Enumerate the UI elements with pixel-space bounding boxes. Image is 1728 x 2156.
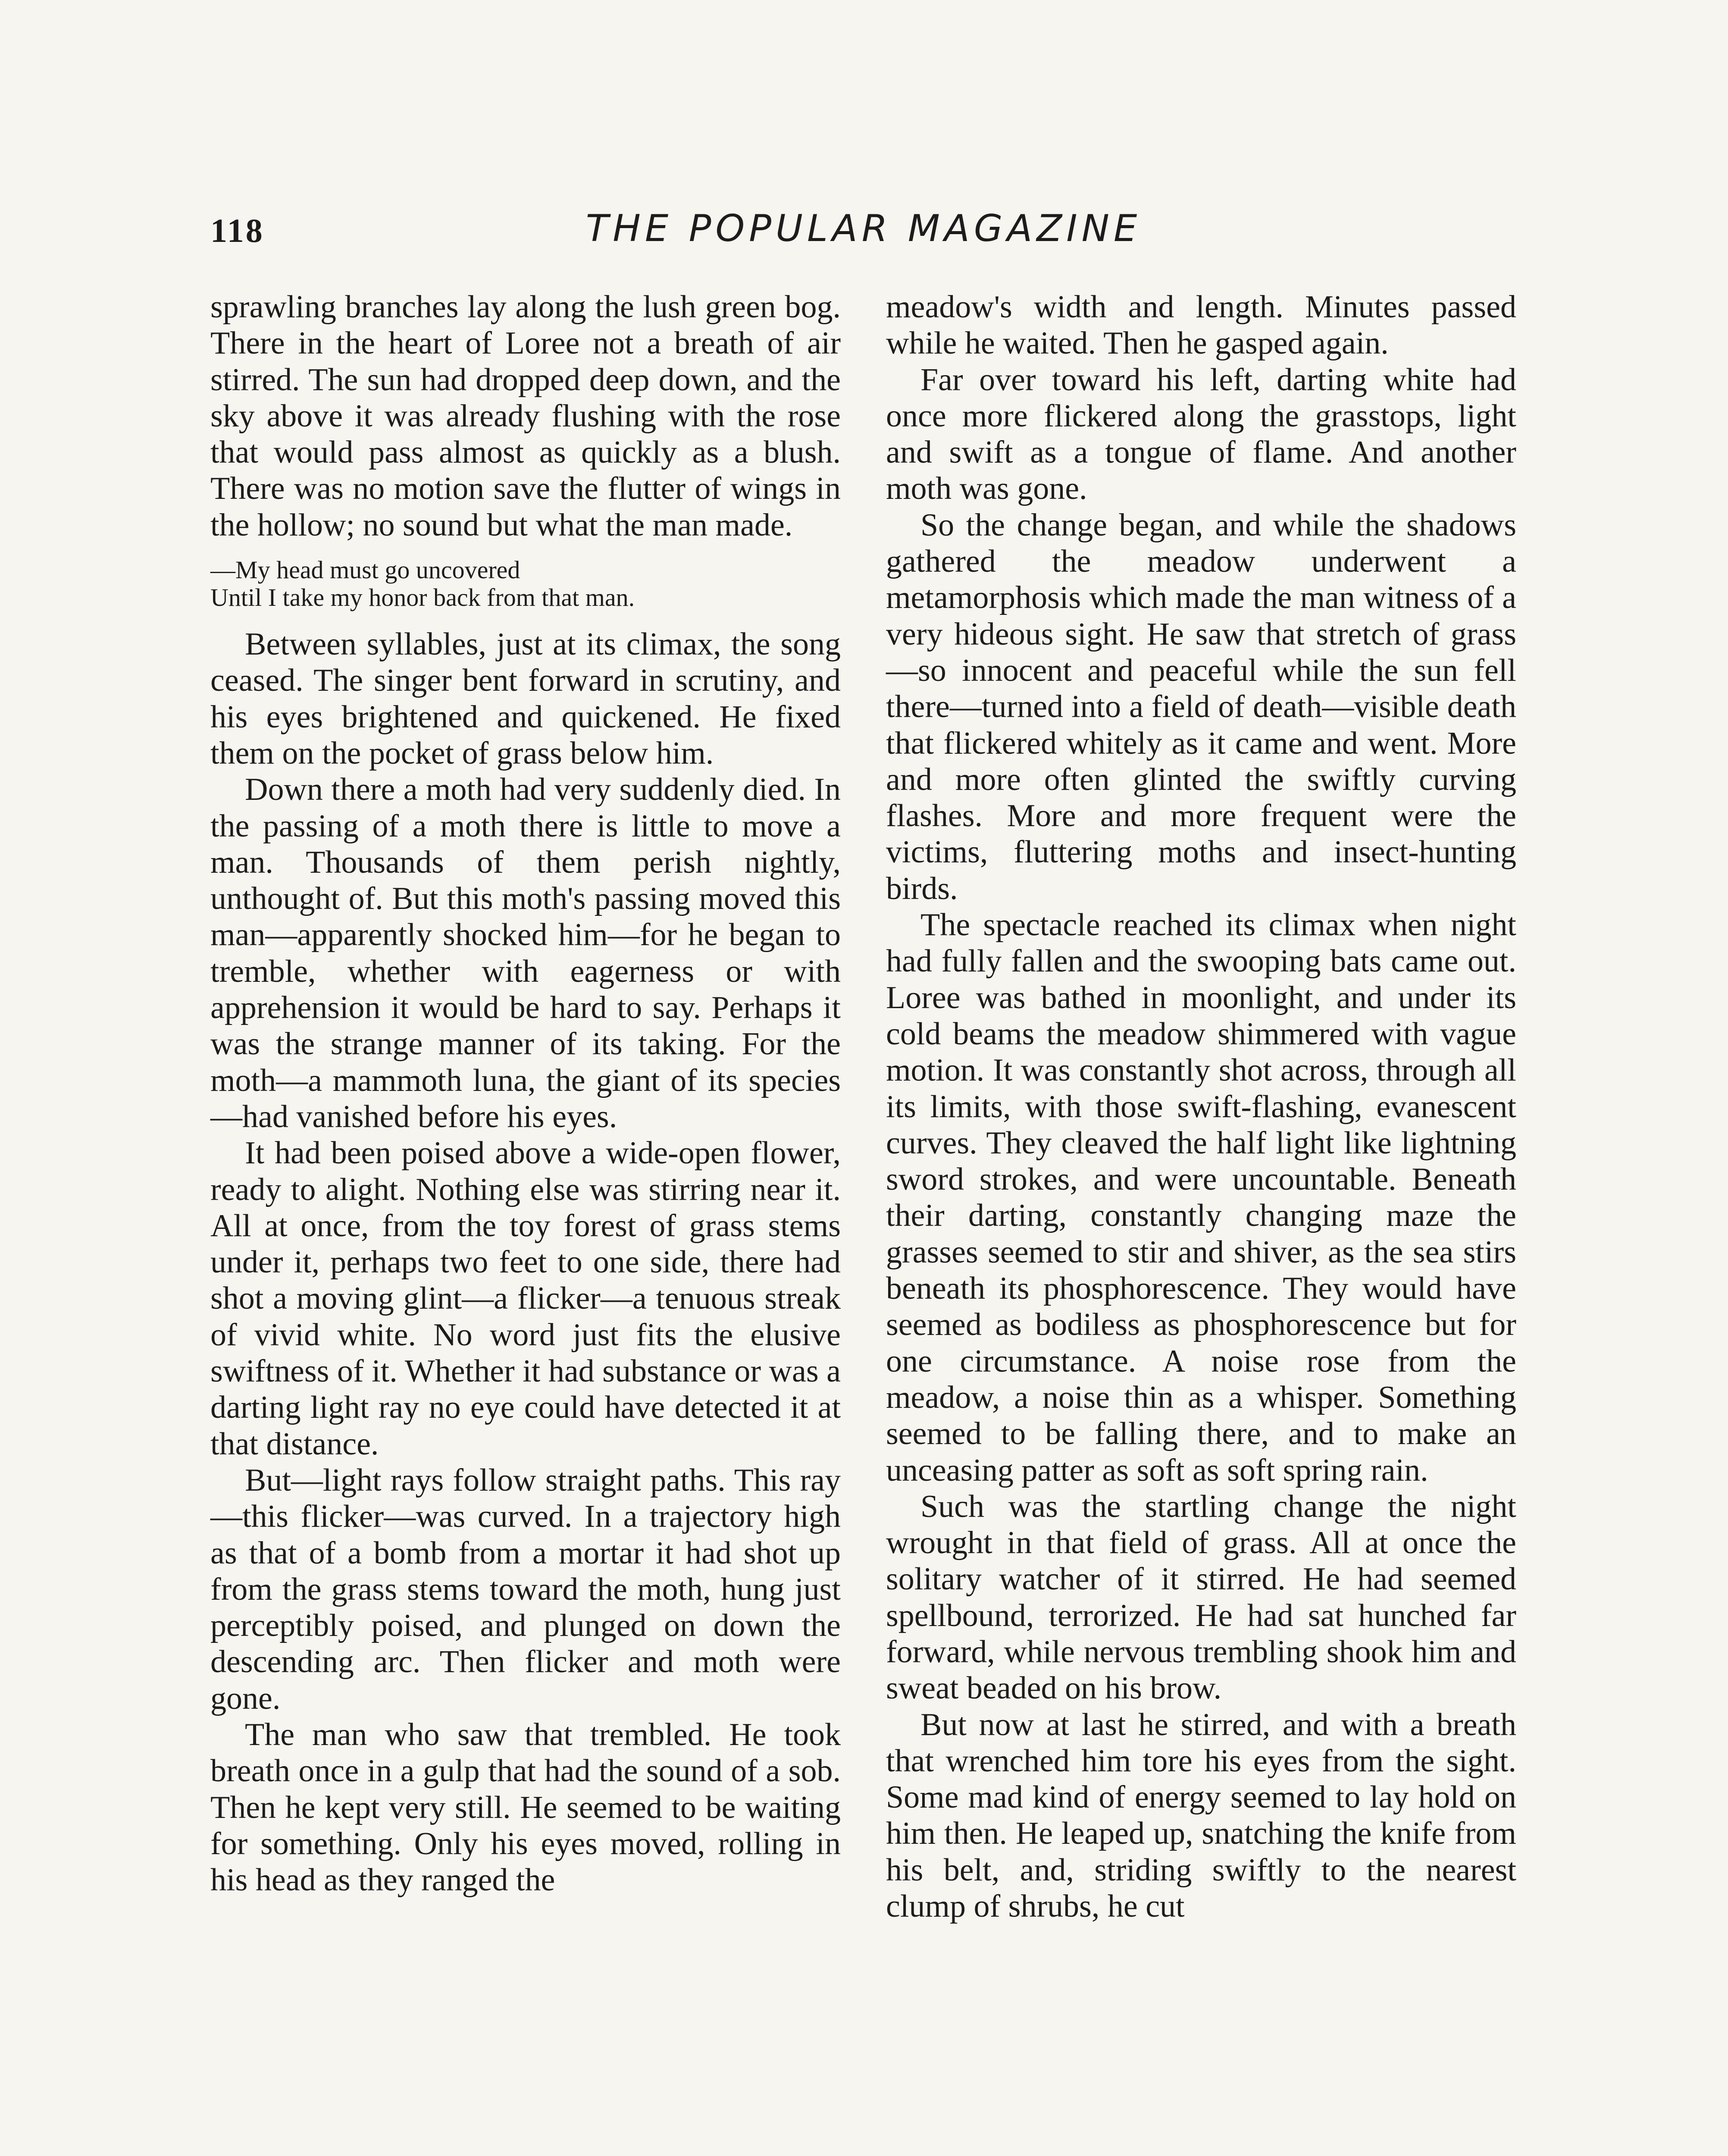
paragraph: Between syllables, just at its climax, the song ceased. The singer bent forward in scrutiny, and his eyes brightened and quickened. He fixed them on the pocket of grass below him.: [210, 627, 841, 771]
verse-line: —My head must go uncovered: [210, 556, 520, 584]
paragraph: But—light rays follow straight paths. This ray—this flicker—was curved. In a trajectory high as that of a bomb from a mortar it had shot up from the grass stems toward the moth, hung just perceptibly poised, and plunged on down the descending arc. Then flicker and moth were gone.: [210, 1462, 841, 1716]
page-number: 118: [210, 212, 264, 249]
paragraph: Such was the startling change the night wrought in that field of grass. All at once the solitary watcher of it stirred. He had seemed spellbound, terrorized. He had sat hunched far forward, while nervous trembling shook him and sweat beaded on his brow.: [886, 1489, 1516, 1706]
verse-line: Until I take my honor back from that man.: [210, 583, 635, 612]
paragraph: meadow's width and length. Minutes passed while he waited. Then he gasped again.: [886, 289, 1516, 361]
page-header: [210, 203, 1517, 272]
paragraph: sprawling branches lay along the lush green bog. There in the heart of Loree not a breath of air stirred. The sun had dropped deep down, and the sky above it was already flushing with the rose that would pass almost as quickly as a blush. There was no motion save the flutter of wings in the hollow; no sound but what the man made.: [210, 289, 841, 543]
paragraph: Far over toward his left, darting white had once more flickered along the grasstops, light and swift as a tongue of flame. And another moth was gone.: [886, 362, 1516, 507]
magazine-title: THE POPULAR MAGAZINE: [585, 207, 1142, 250]
paragraph: Down there a moth had very suddenly died. In the passing of a moth there is little to move a man. Thousands of them perish nightly, unthought of. But this moth's passing moved this man—apparently shocked him—for he began to tremble, whether with eagerness or with apprehension it would be hard to say. Perhaps it was the strange manner of its taking. For the moth—a mammoth luna, the giant of its species—had vanished before his eyes.: [210, 772, 841, 1134]
paragraph: The man who saw that trembled. He took breath once in a gulp that had the sound of a sob. Then he kept very still. He seemed to be waiting for something. Only his eyes moved, rolling in his head as they ranged the: [210, 1717, 841, 1898]
left-column: [210, 289, 841, 1898]
paragraph: The spectacle reached its climax when night had fully fallen and the swooping bats came out. Loree was bathed in moonlight, and under its cold beams the meadow shimmered with vague motion. It was constantly shot across, through all its limits, with those swift-flashing, evanescent curves. They cleaved the half light like lightning sword strokes, and were uncountable. Beneath their darting, constantly changing maze the grasses seemed to stir and shiver, as the sea stirs beneath its phosphorescence. They would have seemed as bodiless as phosphorescence but for one circumstance. A noise rose from the meadow, a noise thin as a whisper. Something seemed to be falling there, and to make an unceasing patter as soft as soft spring rain.: [886, 907, 1516, 1488]
paragraph: It had been poised above a wide-open flower, ready to alight. Nothing else was stirring near it. All at once, from the toy forest of grass stems under it, perhaps two feet to one side, there had shot a moving glint—a flicker—a tenuous streak of vivid white. No word just fits the elusive swiftness of it. Whether it had substance or was a darting light ray no eye could have detected it at that distance.: [210, 1135, 841, 1462]
paragraph: But now at last he stirred, and with a breath that wrenched him tore his eyes from the sight. Some mad kind of energy seemed to lay hold on him then. He leaped up, snatching the knife from his belt, and, striding swiftly to the nearest clump of shrubs, he cut: [886, 1707, 1516, 1924]
song-verse: [210, 556, 841, 611]
right-column: [886, 289, 1516, 1924]
paragraph: So the change began, and while the shadows gathered the meadow underwent a metamorphosis which made the man witness of a very hideous sight. He saw that stretch of grass—so innocent and peaceful while the sun fell there—turned into a field of death—visible death that flickered whitely as it came and went. More and more often glinted the swiftly curving flashes. More and more frequent were the victims, fluttering moths and insect-hunting birds.: [886, 507, 1516, 906]
